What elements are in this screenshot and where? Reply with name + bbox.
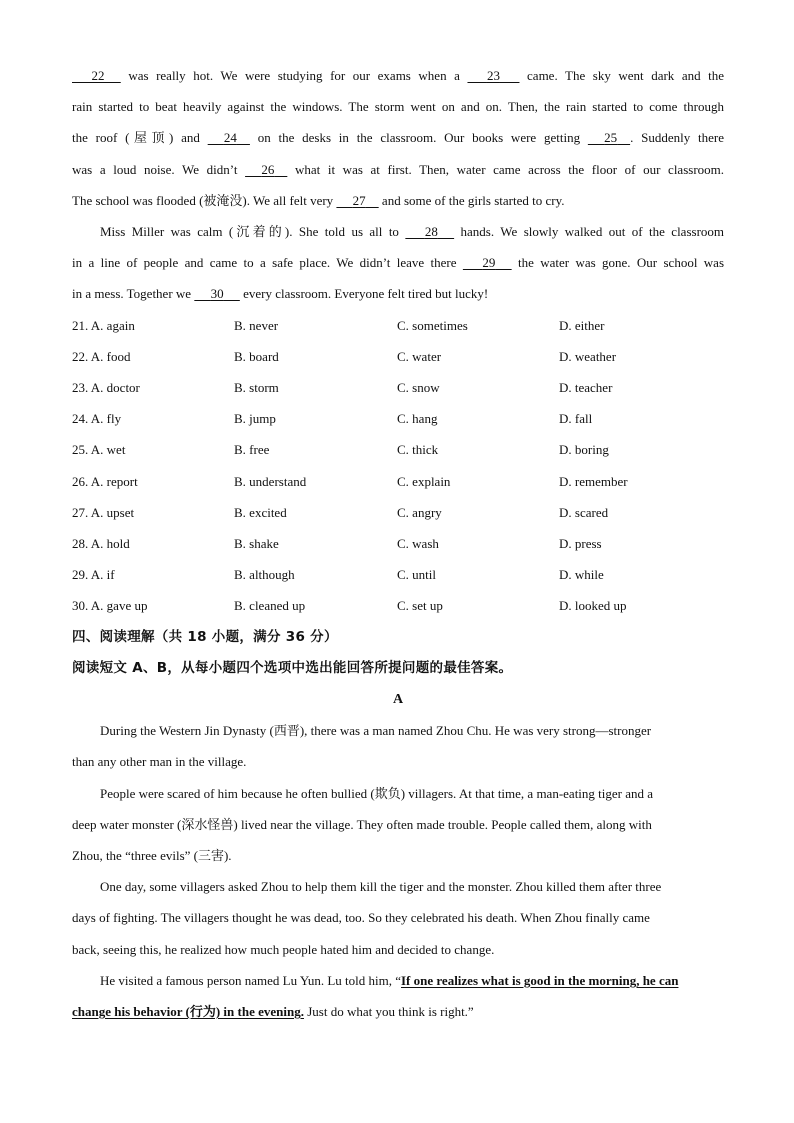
- option-row-29: 29. A. if B. although C. until D. while: [72, 567, 604, 583]
- underlined-quote: change his behavior (行为) in the evening.: [72, 1004, 304, 1020]
- blank-23: 23: [486, 68, 500, 83]
- option-row-28: 28. A. hold B. shake C. wash D. press: [72, 536, 602, 552]
- reading-line: than any other man in the village.: [72, 754, 247, 770]
- reading-line: days of fighting. The villagers thought he was dead, too. So they celebrated his death. When Zhou finally came: [72, 910, 650, 926]
- option-row-27: 27. A. upset B. excited C. angry D. scared: [72, 504, 609, 520]
- blank-27: 27: [352, 192, 366, 208]
- reading-line: back, seeing this, he realized how much people hated him and decided to change.: [72, 941, 495, 957]
- passage-line: in a mess. Together we 30 every classroom. Everyone felt tired but lucky!: [72, 278, 724, 309]
- document-page: [72, 60, 724, 1027]
- option-row-24: 24. A. fly B. jump C. hang D. fall: [72, 411, 593, 427]
- option-row-23: 23. A. doctor B. storm C. snow D. teacher: [72, 380, 613, 396]
- section-instruction: 阅读短文 A、B，从每小题四个选项中选出能回答所提问题的最佳答案。: [72, 659, 513, 676]
- reading-line: change his behavior (行为) in the evening. Just do what you think is right.”: [72, 1004, 474, 1020]
- reading-line: Zhou, the “three evils” (三害).: [72, 848, 232, 864]
- passage-line: was a loud noise. We didn’t 26 what it was at first. Then, water came across the floor of our classroom.: [72, 154, 724, 185]
- passage-line: rain started to beat heavily against the windows. The storm went on and on. Then, the rain started to come through: [72, 99, 724, 115]
- reading-line: During the Western Jin Dynasty (西晋), there was a man named Zhou Chu. He was very strong—stronger: [100, 723, 652, 739]
- passage-line: in a line of people and came to a safe place. We didn’t leave there 29 the water was gone. Our school was: [72, 247, 724, 278]
- option-row-26: 26. A. report B. understand C. explain D. remember: [72, 473, 628, 489]
- blank-30: 30: [210, 286, 224, 302]
- reading-line: One day, some villagers asked Zhou to help them kill the tiger and the monster. Zhou killed them after three: [100, 879, 662, 895]
- reading-line: deep water monster (深水怪兽) lived near the village. They often made trouble. People called them, along with: [72, 816, 652, 832]
- blank-26: 26: [261, 161, 275, 177]
- blank-25: 25: [604, 130, 618, 146]
- reading-line: People were scared of him because he often bullied (欺负) villagers. At that time, a man-eating tiger and a: [100, 785, 654, 801]
- passage-line: The school was flooded (被淹没). We all felt very 27 and some of the girls started to cry.: [72, 185, 724, 216]
- section-heading: 四、阅读理解（共 18 小题，满分 36 分）: [72, 628, 338, 645]
- passage-line: 22 was really hot. We were studying for our exams when a 23 came. The sky went dark and the: [72, 60, 724, 91]
- underlined-quote: If one realizes what is good in the morning, he can: [401, 972, 679, 988]
- blank-22: 22: [91, 68, 105, 83]
- passage-line: Miss Miller was calm (沉着的). She told us all to 28 hands. We slowly walked out of the classroom: [72, 216, 724, 247]
- blank-28: 28: [424, 224, 438, 240]
- blank-29: 29: [482, 255, 496, 271]
- passage-label-a: A: [392, 692, 404, 708]
- option-row-21: 21. A. again B. never C. sometimes D. either: [72, 317, 605, 333]
- option-row-25: 25. A. wet B. free C. thick D. boring: [72, 442, 609, 458]
- blank-24: 24: [223, 130, 237, 146]
- passage-line: the roof (屋顶) and 24 on the desks in the classroom. Our books were getting 25 . Suddenly there: [72, 122, 724, 153]
- reading-line: He visited a famous person named Lu Yun. Lu told him, “If one realizes what is good in the morning, he can: [100, 972, 679, 988]
- option-row-30: 30. A. gave up B. cleaned up C. set up D. looked up: [72, 598, 627, 614]
- option-row-22: 22. A. food B. board C. water D. weather: [72, 348, 617, 364]
